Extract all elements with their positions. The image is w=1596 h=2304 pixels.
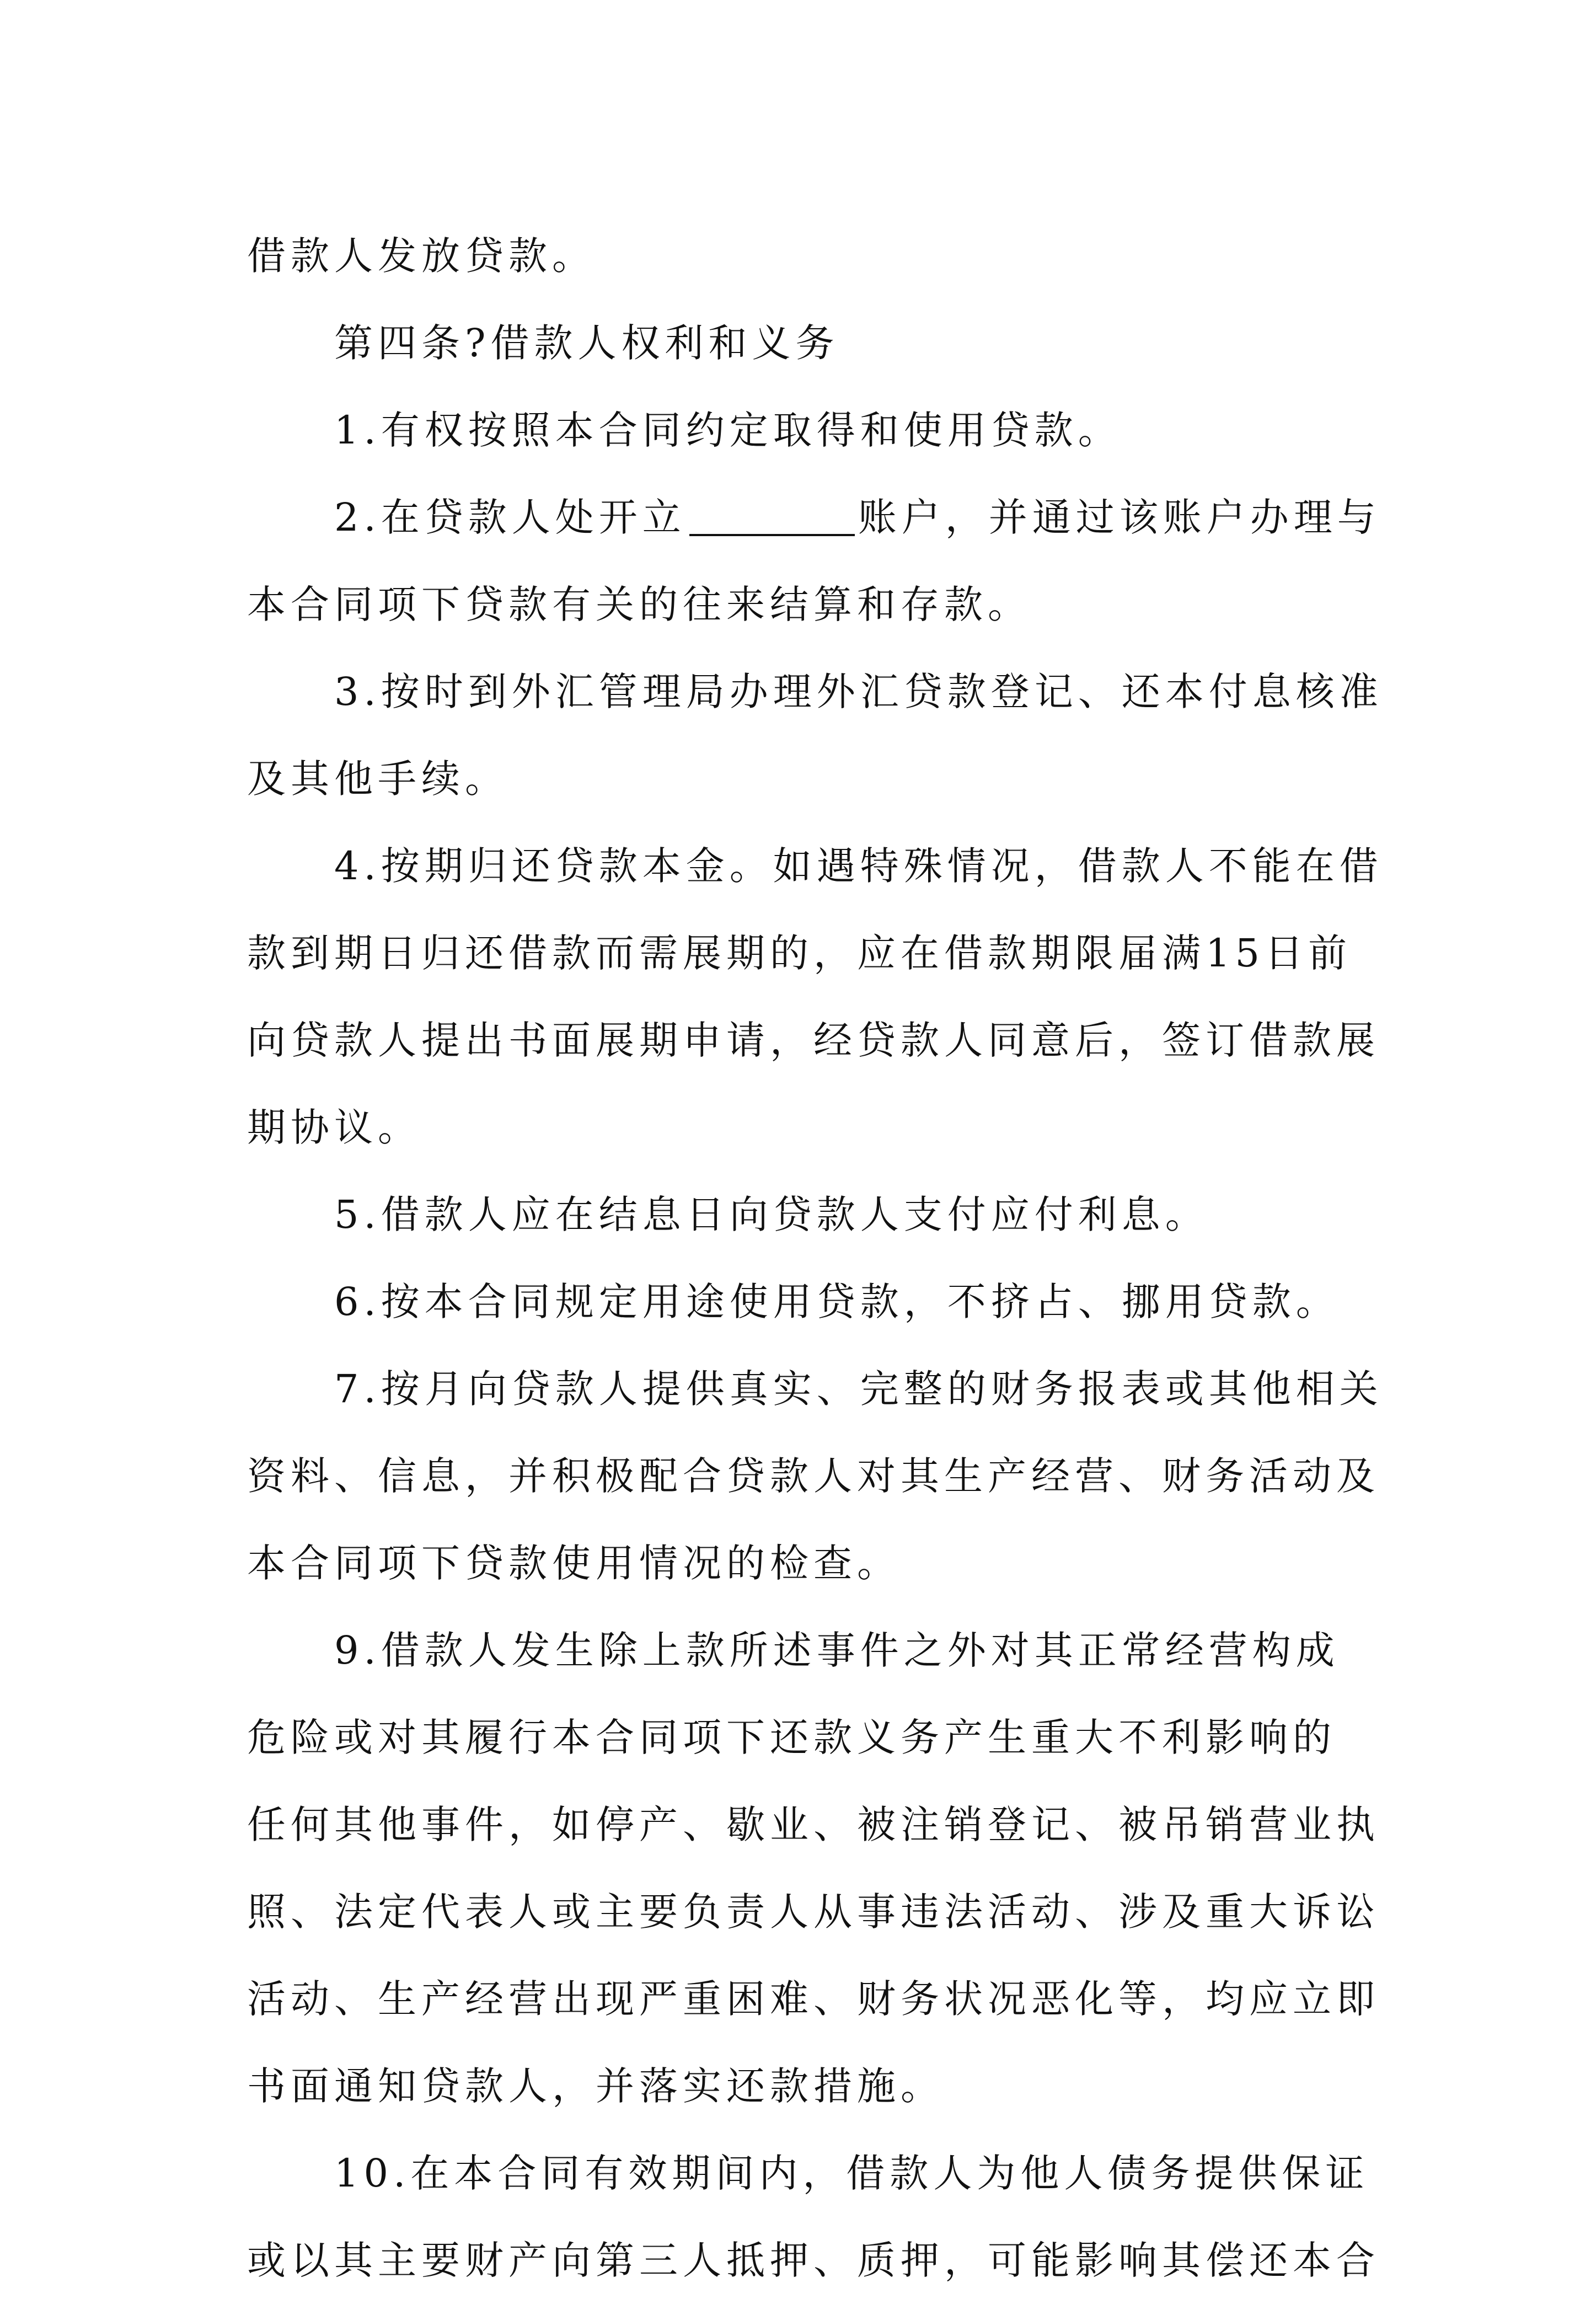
text-line: 借款人发放贷款。 xyxy=(247,233,596,279)
text-line: 活动、生产经营出现严重困难、财务状况恶化等，均应立即 xyxy=(247,1976,1380,2022)
text-line: 照、法定代表人或主要负责人从事违法活动、涉及重大诉讼 xyxy=(247,1889,1380,1934)
text-line: 书面通知贷款人，并落实还款措施。 xyxy=(247,2064,944,2109)
text-line: 9.借款人发生除上款所述事件之外对其正常经营构成 xyxy=(334,1628,1340,1673)
text-line: 本合同项下贷款有关的往来结算和存款。 xyxy=(247,582,1031,627)
text-line: 1.有权按照本合同约定取得和使用贷款。 xyxy=(334,408,1122,453)
text-segment: 2.在贷款人处开立 xyxy=(334,495,686,540)
text-line: 4.按期归还贷款本金。如遇特殊情况，借款人不能在借 xyxy=(334,843,1383,889)
text-line: 6.按本合同规定用途使用贷款，不挤占、挪用贷款。 xyxy=(334,1279,1340,1324)
text-line: 本合同项下贷款使用情况的检查。 xyxy=(247,1541,901,1586)
text-line: 期协议。 xyxy=(247,1105,421,1150)
text-line: 或以其主要财产向第三人抵押、质押，可能影响其偿还本合 xyxy=(247,2238,1380,2283)
text-line-with-blank xyxy=(247,474,1381,561)
text-line: 危险或对其履行本合同项下还款义务产生重大不利影响的 xyxy=(247,1715,1336,1760)
text-line: 3.按时到外汇管理局办理外汇贷款登记、还本付息核准 xyxy=(334,669,1383,714)
text-line: 7.按月向贷款人提供真实、完整的财务报表或其他相关 xyxy=(334,1366,1383,1412)
text-line: 10.在本合同有效期间内，借款人为他人债务提供保证 xyxy=(334,2151,1369,2196)
text-line: 及其他手续。 xyxy=(247,756,508,801)
text-line: 任何其他事件，如停产、歇业、被注销登记、被吊销营业执 xyxy=(247,1802,1380,1847)
fill-in-blank xyxy=(689,532,855,536)
text-line: 向贷款人提出书面展期申请，经贷款人同意后，签订借款展 xyxy=(247,1018,1380,1063)
text-line: 款到期日归还借款而需展期的，应在借款期限届满15日前 xyxy=(247,931,1352,976)
text-line: 资料、信息，并积极配合贷款人对其生产经营、财务活动及 xyxy=(247,1453,1380,1499)
text-line: 5.借款人应在结息日向贷款人支付应付利息。 xyxy=(334,1192,1209,1237)
text-segment: 账户，并通过该账户办理与 xyxy=(858,495,1381,540)
section-heading: 第四条?借款人权利和义务 xyxy=(334,320,839,366)
document-body xyxy=(247,212,1383,2304)
